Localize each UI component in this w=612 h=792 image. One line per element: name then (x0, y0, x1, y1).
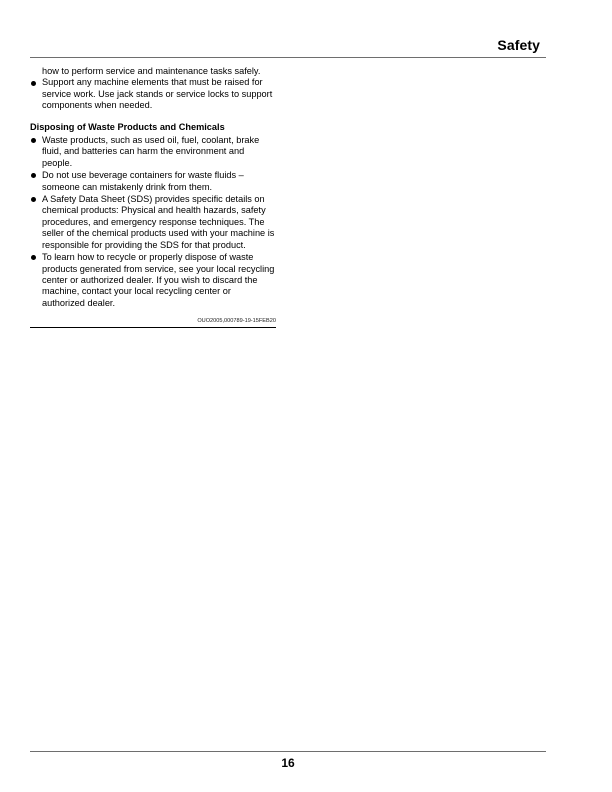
list-item-text: A Safety Data Sheet (SDS) provides specific details on chemical products: Physical and health hazards, safety procedures, and emergency response techniques. The seller of the chemical products used with your machine is responsible for providing the SDS for that product. (42, 194, 275, 250)
section-heading: Disposing of Waste Products and Chemicals (30, 121, 225, 132)
list-item (30, 252, 276, 309)
document-reference-code: OUO2005,000789-19-15FEB20 (30, 318, 276, 328)
bullet-icon (31, 138, 36, 143)
header-divider (30, 57, 546, 58)
page-title: Safety (497, 37, 540, 53)
bullet-icon (31, 81, 36, 86)
list-item (30, 194, 276, 251)
list-item-text: Do not use beverage containers for waste fluids – someone can mistakenly drink from them. (42, 170, 244, 192)
bullet-list-top (30, 77, 276, 111)
list-item (30, 170, 276, 193)
continued-paragraph: how to perform service and maintenance tasks safely. (42, 66, 261, 76)
page-number: 16 (281, 756, 295, 770)
list-item (30, 77, 276, 111)
footer-divider (30, 751, 546, 752)
list-item-text: Waste products, such as used oil, fuel, coolant, brake fluid, and batteries can harm the environment and people. (42, 135, 260, 168)
bullet-icon (31, 255, 36, 260)
bullet-icon (31, 173, 36, 178)
content-column (30, 66, 276, 328)
bullet-list-disposal (30, 135, 276, 309)
list-item-text: Support any machine elements that must be raised for service work. Use jack stands or service locks to support components when needed. (42, 77, 273, 111)
bullet-icon (31, 197, 36, 202)
list-item (30, 135, 276, 169)
list-item-text: To learn how to recycle or properly dispose of waste products generated from service, see your local recycling center or authorized dealer. If you wish to discard the machine, contact your local recycling center or authorized dealer. (42, 252, 275, 308)
